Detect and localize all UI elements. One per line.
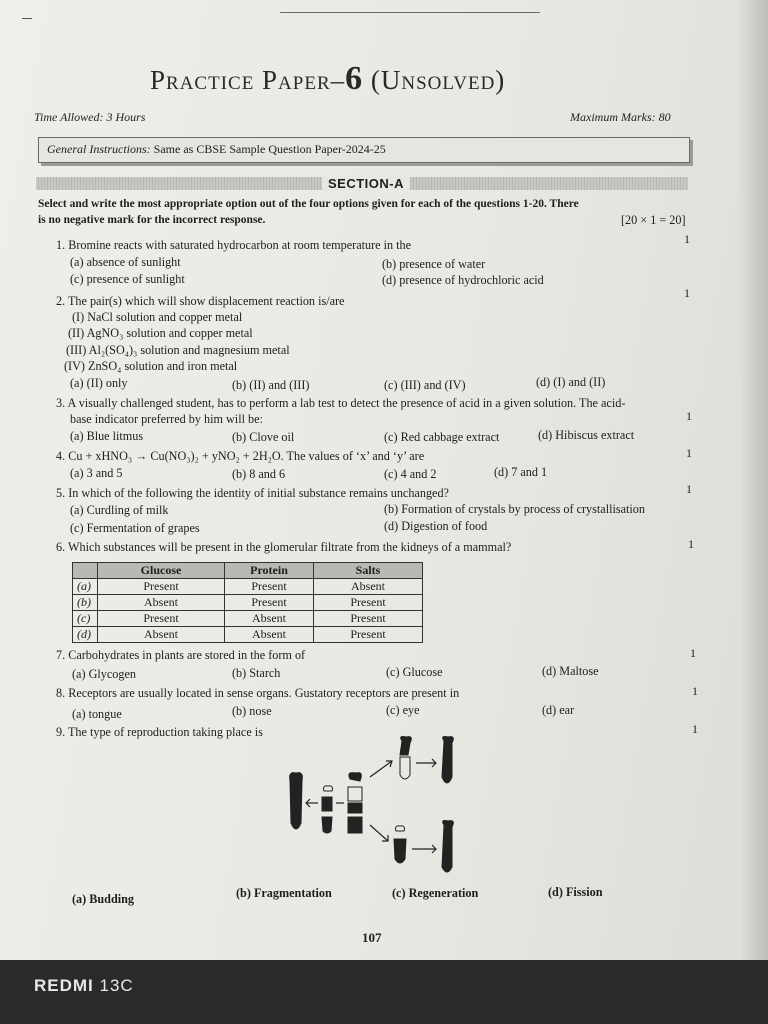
- q9-mark: 1: [692, 722, 698, 736]
- general-instructions: General Instructions: Same as CBSE Sample Question Paper-2024-25: [47, 142, 386, 156]
- q7-option-d: (d) Maltose: [542, 664, 599, 678]
- q9-option-a: (a) Budding: [72, 892, 134, 906]
- table-row: [73, 627, 423, 643]
- q2-text: 2. The pair(s) which will show displacement reaction is/are: [56, 294, 345, 308]
- table-cell: Present: [225, 595, 314, 611]
- q5-option-c: (c) Fermentation of grapes: [70, 521, 200, 535]
- table-cell: Absent: [98, 627, 225, 643]
- q3-option-b: (b) Clove oil: [232, 430, 295, 444]
- q2-mark: 1: [684, 286, 690, 300]
- q5-option-b: (b) Formation of crystals by process of crystallisation: [384, 502, 645, 516]
- table-row: [73, 611, 423, 627]
- q3-text-1: 3. A visually challenged student, has to perform a lab test to detect the presence of acid in a given solution. The acid-: [56, 396, 626, 410]
- table-cell: Absent: [314, 579, 423, 595]
- q8-mark: 1: [692, 684, 698, 698]
- table-cell: Present: [314, 611, 423, 627]
- page-title: Practice Paper–6 (Unsolved): [150, 60, 506, 97]
- q2-item-i: (I) NaCl solution and copper metal: [72, 310, 243, 324]
- q6-table: [72, 562, 423, 643]
- q9-option-c: (c) Regeneration: [392, 886, 479, 900]
- q1-option-a: (a) absence of sunlight: [70, 255, 181, 269]
- q4-text: 4. Cu + xHNO₃ → Cu(NO₃)₂ + yNO₂ + 2H₂O. The values of ‘x’ and ‘y’ are: [56, 449, 425, 463]
- q2-item-iii: (III) Al₂(SO₄)₃ solution and magnesium metal: [66, 343, 290, 357]
- q1-option-d: (d) presence of hydrochloric acid: [382, 273, 544, 287]
- corner-mark: [22, 18, 32, 19]
- q5-option-a: (a) Curdling of milk: [70, 503, 169, 517]
- q7-text: 7. Carbohydrates in plants are stored in the form of: [56, 648, 306, 662]
- row-label: (c): [73, 611, 98, 627]
- q2-option-b: (b) (II) and (III): [232, 378, 310, 392]
- q6-text: 6. Which substances will be present in the glomerular filtrate from the kidneys of a mammal?: [56, 540, 512, 554]
- q6-mark: 1: [688, 537, 694, 551]
- table-cell: Present: [98, 611, 225, 627]
- q7-mark: 1: [690, 646, 696, 660]
- maximum-marks: Maximum Marks: 80: [570, 110, 671, 124]
- table-cell: Present: [314, 595, 423, 611]
- q1-option-b: (b) presence of water: [382, 257, 486, 271]
- q3-option-d: (d) Hibiscus extract: [538, 428, 635, 442]
- general-instructions-box: [38, 137, 690, 163]
- col-glucose: Glucose: [98, 563, 225, 579]
- table-cell: Present: [225, 579, 314, 595]
- q7-option-c: (c) Glucose: [386, 665, 443, 679]
- table-row: [73, 579, 423, 595]
- q8-option-d: (d) ear: [542, 703, 575, 717]
- q2-item-ii: (II) AgNO₃ solution and copper metal: [68, 326, 253, 340]
- table-row: [73, 595, 423, 611]
- q9-option-b: (b) Fragmentation: [236, 886, 332, 900]
- q3-option-a: (a) Blue litmus: [70, 429, 144, 443]
- q4-option-d: (d) 7 and 1: [494, 465, 548, 479]
- row-label: (b): [73, 595, 98, 611]
- table-corner: [73, 563, 98, 579]
- q2-option-d: (d) (I) and (II): [536, 375, 606, 389]
- section-instruction-2: is no negative mark for the incorrect response.: [38, 214, 266, 226]
- time-allowed: Time Allowed: 3 Hours: [34, 110, 146, 124]
- row-label: (d): [73, 627, 98, 643]
- camera-watermark: REDMI 13C: [34, 976, 134, 995]
- q5-mark: 1: [686, 482, 692, 496]
- q4-option-c: (c) 4 and 2: [384, 467, 437, 481]
- q3-text-2: base indicator preferred by him will be:: [70, 412, 263, 426]
- top-rule: [280, 12, 540, 13]
- q2-item-iv: (IV) ZnSO₄ solution and iron metal: [64, 359, 238, 373]
- q9-text: 9. The type of reproduction taking place is: [56, 725, 263, 739]
- q8-option-b: (b) nose: [232, 704, 272, 718]
- q8-option-a: (a) tongue: [72, 707, 122, 721]
- section-title: SECTION-A: [322, 176, 410, 191]
- page-edge-shadow: [738, 0, 768, 1024]
- col-salts: Salts: [314, 563, 423, 579]
- q5-text: 5. In which of the following the identity of initial substance remains unchanged?: [56, 486, 449, 500]
- q8-text: 8. Receptors are usually located in sense organs. Gustatory receptors are present in: [56, 686, 460, 700]
- q8-option-c: (c) eye: [386, 703, 420, 717]
- q1-text: 1. Bromine reacts with saturated hydrocarbon at room temperature in the: [56, 238, 412, 252]
- q9-option-d: (d) Fission: [548, 885, 603, 899]
- planaria-regeneration-figure: [284, 735, 474, 885]
- q2-option-a: (a) (II) only: [70, 376, 128, 390]
- section-marks: [20 × 1 = 20]: [621, 213, 686, 227]
- q2-option-c: (c) (III) and (IV): [384, 378, 466, 392]
- table-cell: Absent: [98, 595, 225, 611]
- q1-mark: 1: [684, 232, 690, 246]
- q7-option-b: (b) Starch: [232, 666, 281, 680]
- q7-option-a: (a) Glycogen: [72, 667, 136, 681]
- q3-mark: 1: [686, 409, 692, 423]
- q5-option-d: (d) Digestion of food: [384, 519, 488, 533]
- table-cell: Present: [98, 579, 225, 595]
- section-instruction-1: Select and write the most appropriate option out of the four options given for each of the questions 1-20. There: [38, 198, 579, 210]
- table-cell: Absent: [225, 611, 314, 627]
- q1-option-c: (c) presence of sunlight: [70, 272, 185, 286]
- q4-mark: 1: [686, 446, 692, 460]
- page-number: 107: [362, 930, 382, 945]
- table-header-row: [73, 563, 423, 579]
- q3-option-c: (c) Red cabbage extract: [384, 430, 500, 444]
- table-cell: Absent: [225, 627, 314, 643]
- q4-option-b: (b) 8 and 6: [232, 467, 286, 481]
- col-protein: Protein: [225, 563, 314, 579]
- row-label: (a): [73, 579, 98, 595]
- q4-option-a: (a) 3 and 5: [70, 466, 123, 480]
- table-cell: Present: [314, 627, 423, 643]
